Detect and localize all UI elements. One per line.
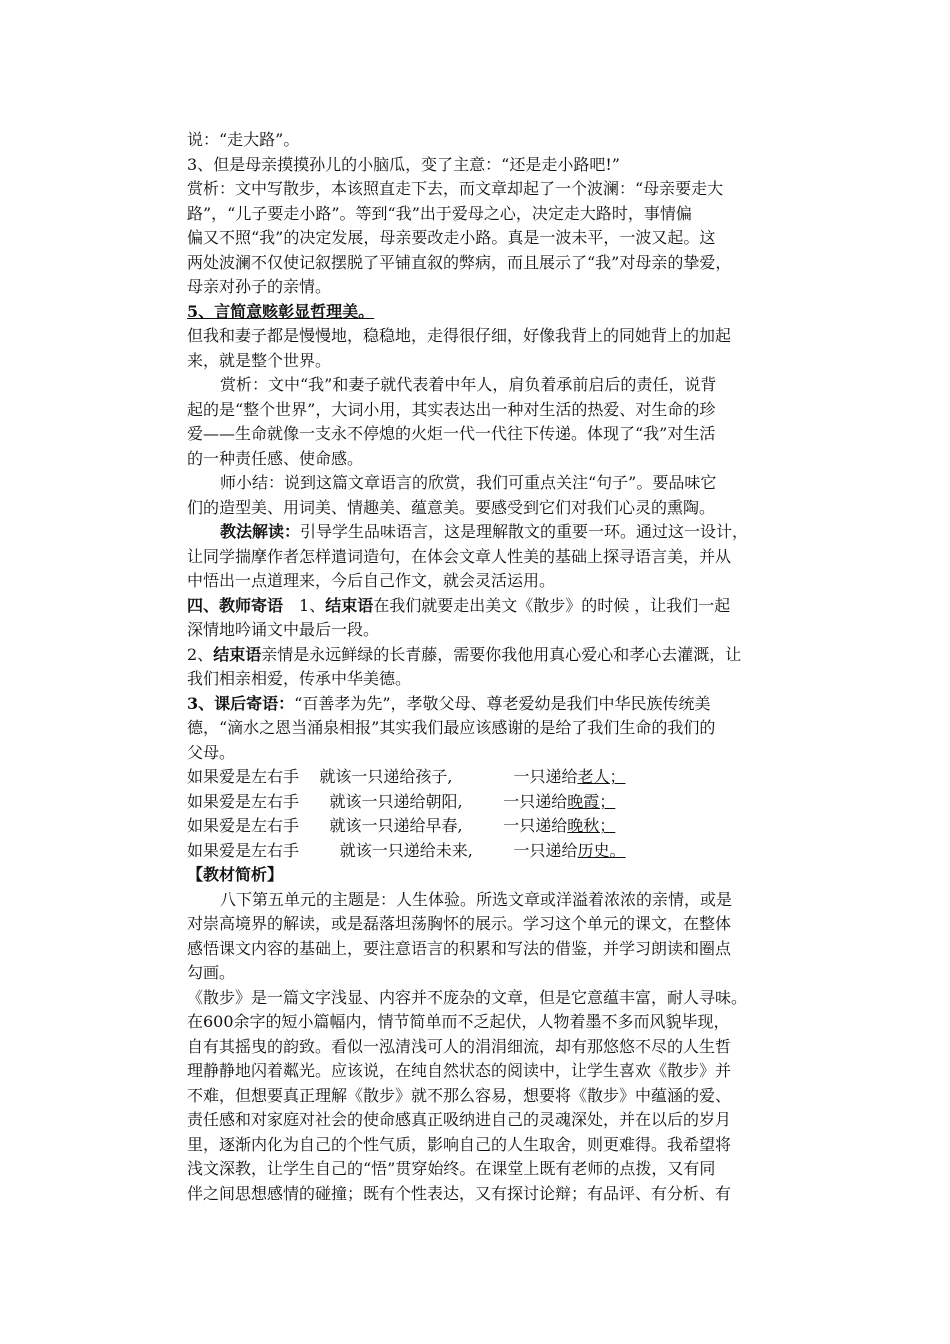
text-column <box>187 128 787 1206</box>
bold-label: 3、课后寄语： <box>187 693 295 713</box>
text-line: 路”，“儿子要走小路”。等到“我”出于爱母之心，决定走大路时，事情偏 <box>187 203 692 223</box>
poem-line <box>187 765 787 790</box>
text-run: 如果爱是左右手 就该一只递给孩子, 一只递给 <box>187 767 578 786</box>
text-run: 引导学生品味语言，这是理解散文的重要一环。通过这一设计， <box>300 522 749 541</box>
text-line: 赏析：文中“我”和妻子就代表着中年人，肩负着承前启后的责任，说背 <box>220 375 717 394</box>
text-line: 勾画。 <box>187 963 236 982</box>
text-line: 里，逐渐内化为自己的个性气质，影响自己的人生取舍，则更难得。我希望将 <box>187 1134 732 1154</box>
underlined-word: 晚秋； <box>567 816 616 835</box>
text-line: 让同学揣摩作者怎样遣词造句，在体会文章人性美的基础上探寻语言美，并从 <box>187 546 732 566</box>
text-line: 我们相亲相爱，传承中华美德。 <box>187 669 412 688</box>
text-line <box>187 692 787 717</box>
text-line <box>187 520 787 545</box>
text-line <box>187 643 787 668</box>
text-line: 《散步》是一篇文字浅显、内容并不庞杂的文章，但是它意蕴丰富，耐人寻味。 <box>187 987 748 1007</box>
bold-label: 结束语 <box>325 595 374 615</box>
underlined-word: 历史。 <box>577 840 626 860</box>
text-line <box>187 594 787 619</box>
poem-line <box>187 814 787 839</box>
bold-label: 结束语 <box>213 644 262 664</box>
underlined-word: 老人； <box>577 767 626 786</box>
text-line: 浅文深教，让学生自己的“悟”贯穿始终。在课堂上既有老师的点拨，又有同 <box>187 1159 716 1178</box>
text-line: 的一种责任感、使命感。 <box>187 448 364 468</box>
text-line: 深情地吟诵文中最后一段。 <box>187 620 380 639</box>
text-run: 如果爱是左右手 就该一只递给早春, 一只递给 <box>187 816 568 835</box>
text-line: 责任感和对家庭对社会的使命感真正吸纳进自己的灵魂深处，并在以后的岁月 <box>187 1110 732 1129</box>
text-run: 亲情是永远鲜绿的长青藤，需要你我他用真心爱心和孝心去灌溉，让 <box>261 644 742 664</box>
text-run: 如果爱是左右手 就该一只递给未来, 一只递给 <box>187 840 578 860</box>
section-heading: 5、言简意赅彰显哲理美。 <box>187 301 375 321</box>
text-line: 中悟出一点道理来，今后自己作文，就会灵活运用。 <box>187 571 556 590</box>
text-line: 两处波澜不仅使记叙摆脱了平铺直叙的弊病，而且展示了“我”对母亲的挚爱， <box>187 252 732 272</box>
text-line: 爱——生命就像一支永不停熄的火炬一代一代往下传递。体现了“我”对生活 <box>187 424 716 443</box>
text-line: 们的造型美、用词美、情趣美、蕴意美。要感受到它们对我们心灵的熏陶。 <box>187 497 716 517</box>
poem-line <box>187 839 787 864</box>
text-line: 说：“走大路”。 <box>187 130 300 149</box>
text-run: “百善孝为先”，孝敬父母、尊老爱幼是我们中华民族传统美 <box>294 693 711 713</box>
bold-label: 教法解读： <box>220 522 301 541</box>
text-line: 理静静地闪着粼光。应该说，在纯自然状态的阅读中，让学生喜欢《散步》并 <box>187 1061 732 1080</box>
text-line: 德，“滴水之恩当涌泉相报”其实我们最应该感谢的是给了我们生命的我们的 <box>187 718 716 737</box>
text-run: 2、 <box>187 644 214 664</box>
text-line: 赏析：文中写散步，本该照直走下去，而文章却起了一个波澜：“母亲要走大 <box>187 179 724 198</box>
text-line: 在600余字的短小篇幅内，情节简单而不乏起伏，人物着墨不多而风貌毕现， <box>187 1012 730 1031</box>
text-line: 母亲对孙子的亲情。 <box>187 277 332 296</box>
text-line: 八下第五单元的主题是：人生体验。所选文章或洋溢着浓浓的亲情，或是 <box>220 889 733 909</box>
underlined-word: 晚霞； <box>567 791 616 811</box>
text-run: 如果爱是左右手 就该一只递给朝阳, 一只递给 <box>187 791 568 811</box>
text-line: 不难，但想要真正理解《散步》就不那么容易，想要将《散步》中蕴涵的爱、 <box>187 1085 732 1105</box>
text-line: 但我和妻子都是慢慢地，稳稳地，走得很仔细，好像我背上的同她背上的加起 <box>187 326 732 345</box>
text-line: 起的是“整个世界”，大词小用，其实表达出一种对生活的热爱、对生命的珍 <box>187 399 716 419</box>
text-line: 自有其摇曳的韵致。看似一泓清浅可人的涓涓细流，却有那悠悠不尽的人生哲 <box>187 1036 732 1056</box>
text-line: 对崇高境界的解读，或是磊落坦荡胸怀的展示。学习这个单元的课文，在整体 <box>187 914 732 933</box>
text-line: 师小结：说到这篇文章语言的欣赏，我们可重点关注“句子”。要品味它 <box>220 473 717 492</box>
text-line: 来，就是整个世界。 <box>187 350 332 370</box>
text-run: 在我们就要走出美文《散步》的时候 ，让我们一起 <box>373 595 731 615</box>
section-heading: 四、教师寄语 <box>187 595 284 615</box>
poem-line <box>187 790 787 815</box>
text-line: 伴之间思想感情的碰撞；既有个性表达，又有探讨论辩；有品评、有分析、有 <box>187 1183 732 1203</box>
text-run: 1、 <box>299 595 326 615</box>
section-heading: 【教材简析】 <box>187 865 284 884</box>
text-line: 3、但是母亲摸摸孙儿的小脑瓜，变了主意：“还是走小路吧!” <box>187 154 620 174</box>
text-line: 感悟课文内容的基础上，要注意语言的积累和写法的借鉴，并学习朗读和圈点 <box>187 938 732 958</box>
text-line: 偏又不照“我”的决定发展，母亲要改走小路。真是一波未平，一波又起。这 <box>187 228 716 247</box>
text-line: 父母。 <box>187 742 236 762</box>
